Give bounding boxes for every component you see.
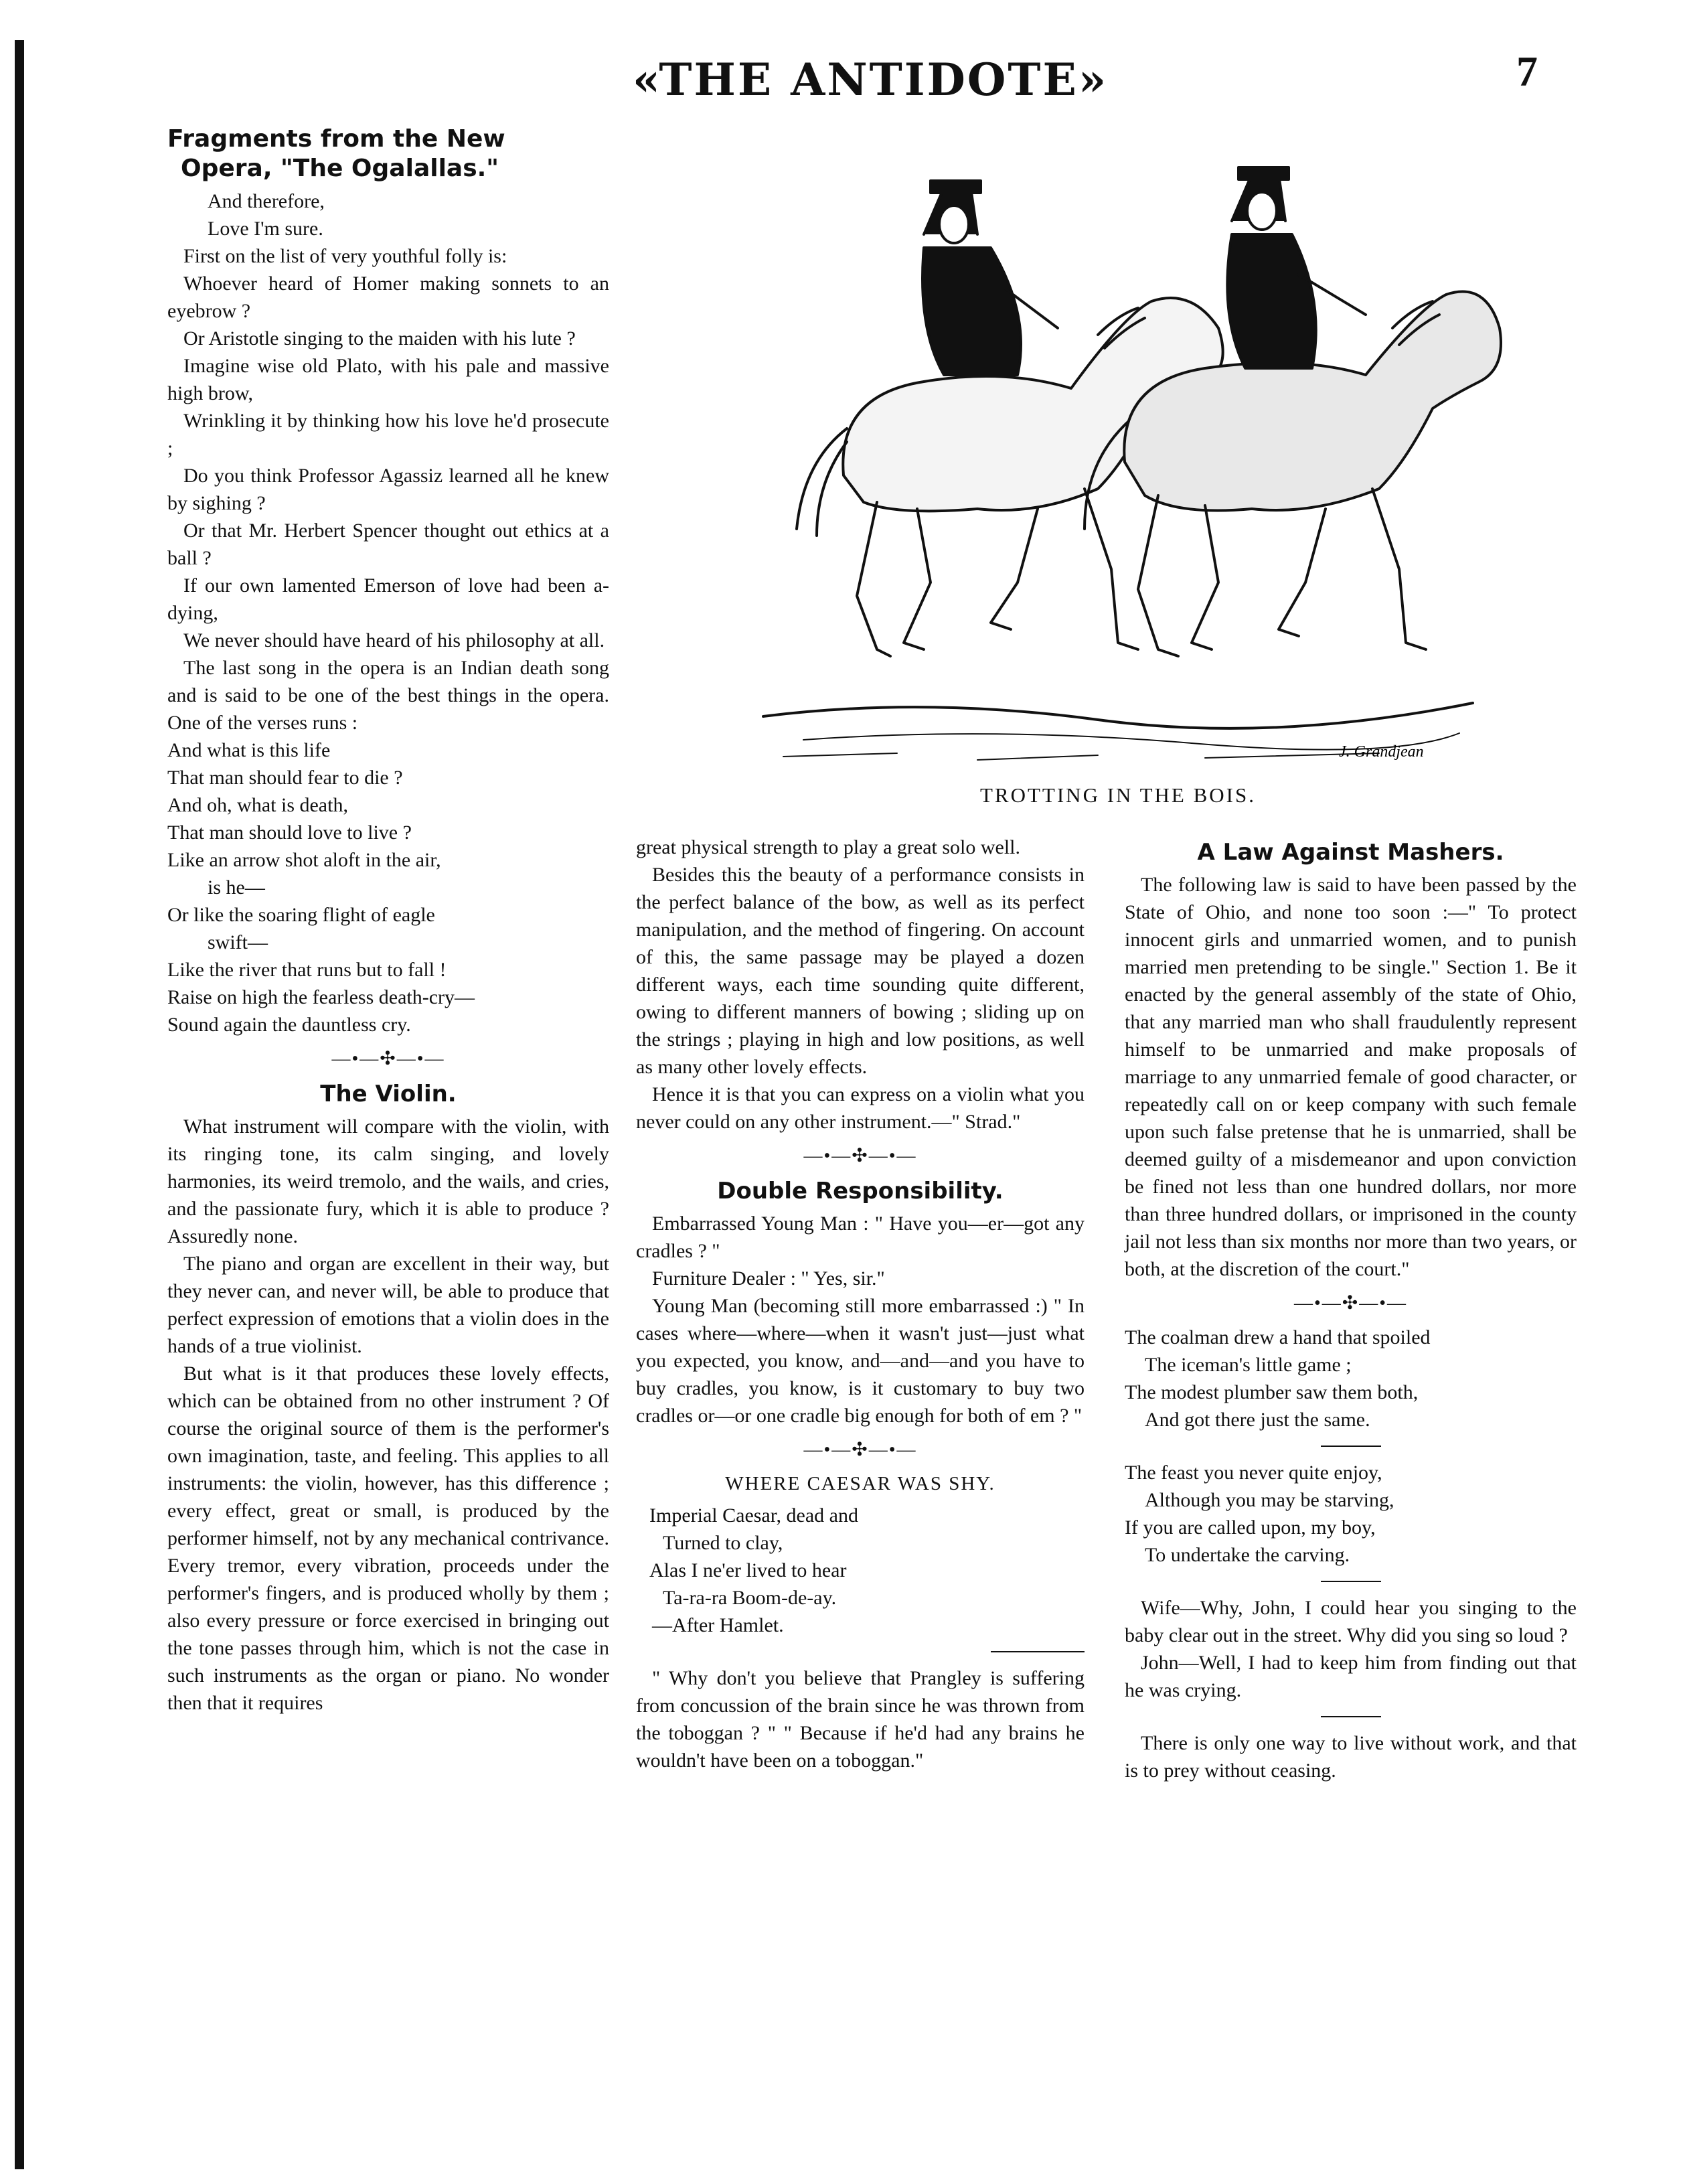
- artist-signature: J. Grandjean: [1339, 743, 1424, 761]
- verse-line: And therefore,: [208, 190, 325, 212]
- law-title: A Law Against Mashers.: [1197, 839, 1504, 866]
- paragraph: Whoever heard of Homer making sonnets to an eyebrow ?: [167, 272, 609, 322]
- page-edge-shadow: [15, 40, 24, 2169]
- verse-line: Alas I ne'er lived to hear: [649, 1559, 847, 1581]
- ornament-divider: —•—✣—•—: [331, 1048, 445, 1069]
- illustration-riders: [723, 114, 1513, 777]
- ornament-divider: —•—✣—•—: [1293, 1293, 1408, 1314]
- divider-rule: [1321, 1716, 1381, 1717]
- verse-line: If you are called upon, my boy,: [1125, 1516, 1376, 1539]
- verse-line: Sound again the dauntless cry.: [167, 1014, 411, 1036]
- verse-line: Imperial Caesar, dead and: [649, 1504, 858, 1527]
- verse-line: To undertake the carving.: [1145, 1544, 1350, 1566]
- paragraph: Do you think Professor Agassiz learned all he knew by sighing ?: [167, 465, 609, 514]
- paragraph: Embarrassed Young Man : " Have you—er—got any cradles ? ": [636, 1213, 1085, 1262]
- verse-line: The coalman drew a hand that spoiled: [1125, 1326, 1431, 1348]
- verse-line: Love I'm sure.: [208, 218, 323, 240]
- paragraph: Wrinkling it by thinking how his love he'd prosecute ;: [167, 410, 609, 459]
- paragraph: Wife—Why, John, I could hear you singing to the baby clear out in the street. Why did you sing so loud ?: [1125, 1597, 1577, 1646]
- verse-line: And oh, what is death,: [167, 794, 348, 816]
- verse-line: Or like the soaring flight of eagle: [167, 904, 435, 926]
- column-1: [167, 121, 609, 1717]
- paragraph: Young Man (becoming still more embarrassed :) " In cases where—where—when it wasn't just—just what you expected, you know, and—and—and you have to buy cradles, you know, is it customary to buy two cradles or—or one cradle big enough for both of em ? ": [636, 1295, 1085, 1427]
- verse-line: And what is this life: [167, 739, 331, 761]
- horses-riders-image: [723, 114, 1513, 777]
- paragraph: We never should have heard of his philosophy at all.: [183, 629, 605, 651]
- masthead: «THE ANTIDOTE»: [632, 54, 1109, 106]
- paragraph: Besides this the beauty of a performance consists in the perfect balance of the bow, as well as its perfect manipulation, and the method of fingering. On account of this, the same passage may be played a dozen different ways, each time sounding quite different, owing to different manners of bowing ; sliding up on the strings ; playing in high and low positions, as well as many other lovely effects.: [636, 864, 1085, 1078]
- paragraph: The following law is said to have been passed by the State of Ohio, and none too soon :—" To protect innocent girls and unmarried women, and to punish married men pretending to be single." Section 1. Be it enacted by the general assembly of the state of Ohio, that any married man who shall fraudulently represent himself to be unmarried and make proposals of marriage to any unmarried female of good character, or repeatedly call on or keep company with such female upon such false pretense that he is unmarried, shall be deemed guilty of a misdemeanor and upon conviction be fined not less than one hundred dollars, nor more than three hundred dollars, or imprisoned in the county jail not less than six months nor more than two years, or both, at the discretion of the court.": [1125, 874, 1577, 1280]
- paragraph: Hence it is that you can express on a violin what you never could on any other instrument.—" Strad.": [636, 1083, 1085, 1133]
- paragraph: John—Well, I had to keep him from finding out that he was crying.: [1125, 1652, 1577, 1701]
- verse-line: The iceman's little game ;: [1145, 1354, 1352, 1376]
- paragraph: " Why don't you believe that Prangley is suffering from concussion of the brain since he was thrown from the toboggan ? " " Because if he'd had any brains he wouldn't have been on a toboggan.": [636, 1667, 1085, 1772]
- divider-rule: [991, 1651, 1085, 1652]
- paragraph: There is only one way to live without work, and that is to prey without ceasing.: [1125, 1732, 1577, 1782]
- verse-line: is he—: [208, 876, 265, 899]
- paragraph: The piano and organ are excellent in their way, but they never can, and never will, be able to produce that perfect expression of emotions that a violin does in the hands of a true violinist.: [167, 1253, 609, 1357]
- verse-line: Although you may be starving,: [1145, 1489, 1394, 1511]
- page-number: 7: [1516, 48, 1538, 95]
- divider-rule: [1321, 1446, 1381, 1447]
- verse-line: The feast you never quite enjoy,: [1125, 1462, 1382, 1484]
- ornament-divider: —•—✣—•—: [803, 1439, 917, 1460]
- paragraph: Furniture Dealer : " Yes, sir.": [652, 1267, 885, 1290]
- verse-line: Like the river that runs but to fall !: [167, 959, 447, 981]
- paragraph: If our own lamented Emerson of love had been a-dying,: [167, 574, 609, 624]
- divider-rule: [1321, 1581, 1381, 1582]
- caesar-title: WHERE CAESAR WAS SHY.: [725, 1473, 995, 1494]
- attribution: —After Hamlet.: [652, 1614, 784, 1636]
- paragraph: Imagine wise old Plato, with his pale and massive high brow,: [167, 355, 609, 404]
- verse-line: And got there just the same.: [1145, 1409, 1370, 1431]
- verse-line: That man should love to live ?: [167, 822, 412, 844]
- ornament-divider: —•—✣—•—: [803, 1146, 917, 1166]
- paragraph: Or that Mr. Herbert Spencer thought out ethics at a ball ?: [167, 520, 609, 569]
- paragraph: First on the list of very youthful folly is:: [183, 245, 507, 267]
- column-3: [1125, 834, 1577, 1784]
- verse-line: Like an arrow shot aloft in the air,: [167, 849, 441, 871]
- violin-title: The Violin.: [320, 1081, 457, 1107]
- paragraph: What instrument will compare with the violin, with its ringing tone, its calm singing, and lovely harmonies, its weird tremolo, and the wails, and cries, and the passionate fury, which it is able to produce ? Assuredly none.: [167, 1115, 609, 1247]
- column-2: [636, 834, 1085, 1774]
- verse-line: Turned to clay,: [663, 1532, 783, 1554]
- paragraph: Or Aristotle singing to the maiden with his lute ?: [183, 327, 576, 349]
- fragments-title: Fragments from the New Opera, "The Ogalallas.": [167, 125, 505, 182]
- paragraph: But what is it that produces these lovely effects, which can be obtained from no other instrument ? Of course the original source of them is the performer's own imagination, taste, and feeling. This applies to all instruments: the violin, however, has this difference ; every effect, great or small, is produced by the performer himself, not by any mechanical contrivance. Every tremor, every vibration, proceeds under the performer's fingers, and is produced wholly by them ; also every pressure or force exercised in bringing out the tone passes through him, which is not the case in such instruments as the organ or piano. No wonder then that it requires: [167, 1362, 609, 1714]
- verse-line: swift—: [208, 931, 268, 953]
- verse-line: Ta-ra-ra Boom-de-ay.: [663, 1587, 837, 1609]
- illustration-caption: TROTTING IN THE BOIS.: [979, 783, 1256, 807]
- verse-line: That man should fear to die ?: [167, 767, 403, 789]
- paragraph: great physical strength to play a great solo well.: [636, 836, 1020, 858]
- verse-line: Raise on high the fearless death-cry—: [167, 986, 475, 1008]
- paragraph: The last song in the opera is an Indian death song and is said to be one of the best things in the opera. One of the verses runs :: [167, 657, 609, 734]
- verse-line: The modest plumber saw them both,: [1125, 1381, 1419, 1403]
- double-responsibility-title: Double Responsibility.: [717, 1178, 1004, 1204]
